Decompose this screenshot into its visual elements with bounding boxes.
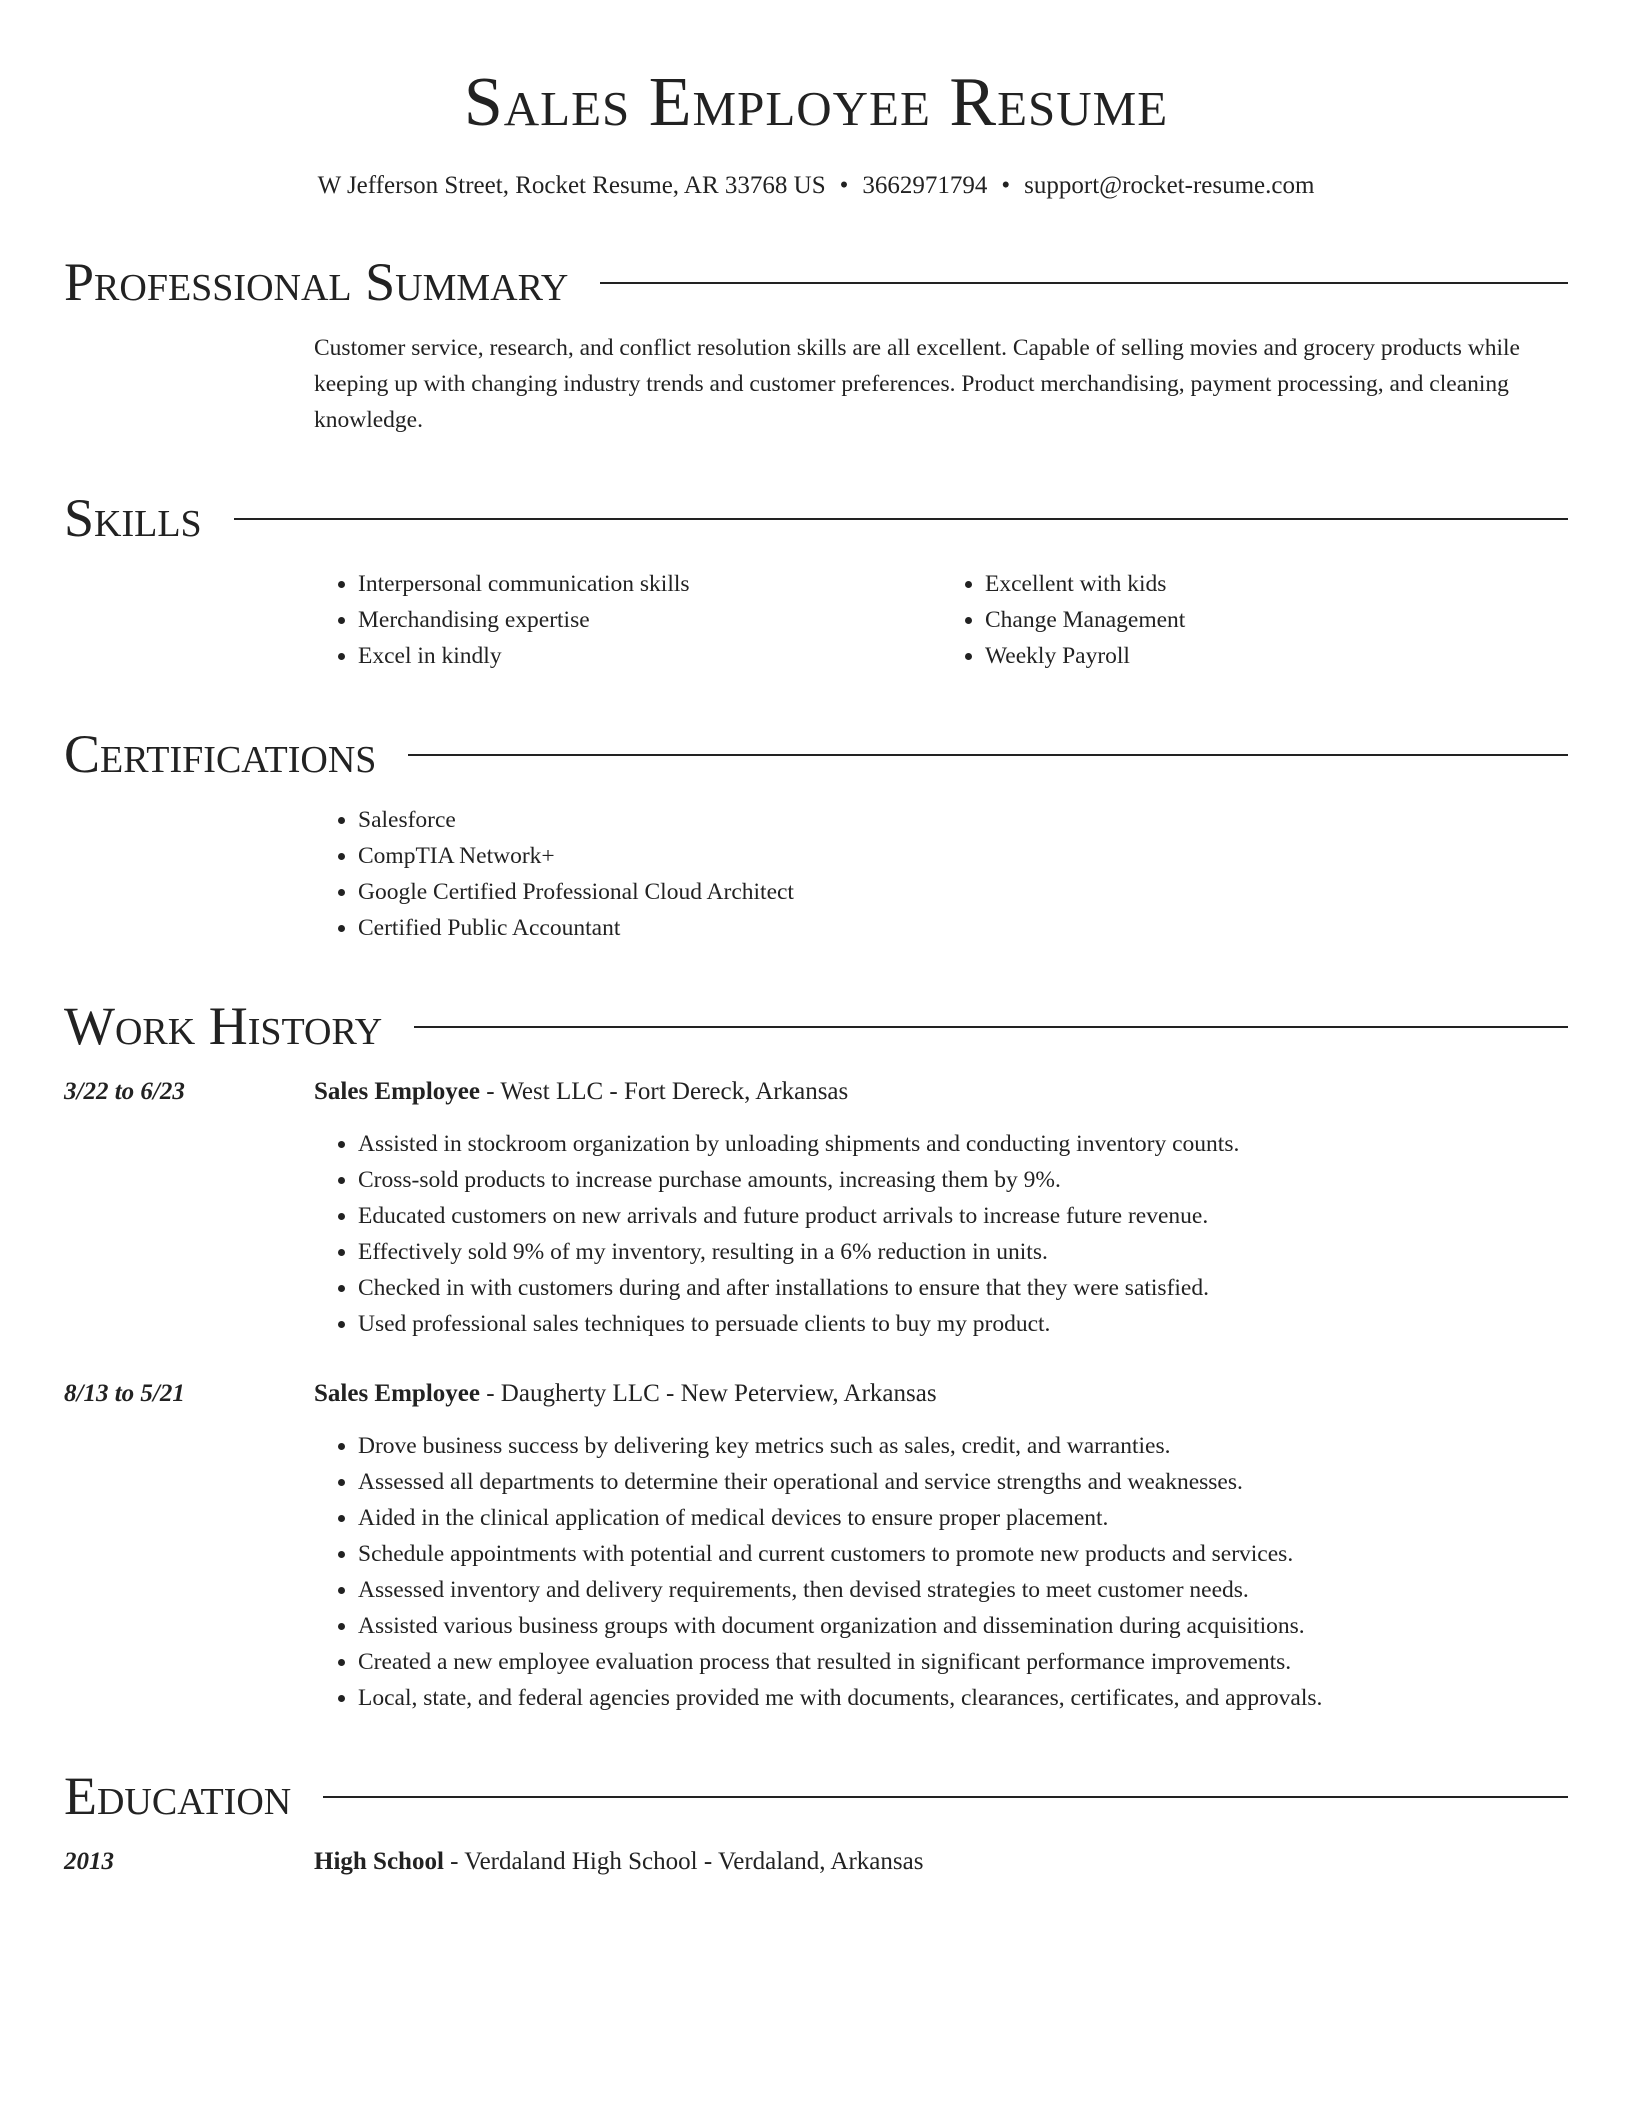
contact-address: W Jefferson Street, Rocket Resume, AR 33768 US [317,172,826,199]
certifications-list [314,802,1568,946]
list-item: • Assessed all departments to determine their operational and service strengths and weaknesses. [358,1464,1568,1500]
job-bullets [314,1428,1568,1716]
list-item: • Used professional sales techniques to persuade clients to buy my product. [358,1306,1568,1342]
summary-text: Customer service, research, and conflict resolution skills are all excellent. Capable of selling movies and grocery products while keeping up with changing industry trends and customer preferences. Product merchandising, payment processing, and cleaning knowledge. [314,335,1520,433]
skills-list [314,566,1568,674]
contact-email: support@rocket-resume.com [1024,172,1315,199]
job-details [314,1376,1568,1716]
list-item: • Merchandising expertise [358,602,941,638]
list-item: • Assessed inventory and delivery requirements, then devised strategies to meet customer needs. [358,1572,1568,1608]
list-item: • Assisted in stockroom organization by unloading shipments and conducting inventory counts. [358,1126,1568,1162]
job-dates: 8/13 to 5/21 [64,1380,185,1407]
list-item: • Excellent with kids [985,566,1568,602]
certifications-bullets [314,802,1568,946]
list-item: • CompTIA Network+ [358,838,1568,874]
summary-section-header [64,252,1568,312]
list-item: • Certified Public Accountant [358,910,1568,946]
section-divider [323,1796,1568,1798]
list-item: • Effectively sold 9% of my inventory, resulting in a 6% reduction in units. [358,1234,1568,1270]
section-divider [234,518,1568,520]
section-divider [414,1026,1568,1028]
section-divider [600,282,1568,284]
list-item: • Interpersonal communication skills [358,566,941,602]
summary-title: Professional Summary [64,252,569,312]
list-item: • Assisted various business groups with document organization and dissemination during acquisitions. [358,1608,1568,1644]
section-divider [408,754,1568,756]
education-school: - Verdaland High School - Verdaland, Arkansas [443,1848,924,1875]
list-item: • Educated customers on new arrivals and future product arrivals to increase future revenue. [358,1198,1568,1234]
contact-separator: • [839,172,849,199]
list-item: • Local, state, and federal agencies provided me with documents, clearances, certificates, and approvals. [358,1680,1568,1716]
list-item: • Drove business success by delivering key metrics such as sales, credit, and warranties. [358,1428,1568,1464]
job-bullets [314,1126,1568,1342]
education-year: 2013 [64,1848,114,1875]
education-section-header [64,1766,1568,1826]
resume-page [64,0,1568,1880]
list-item: • Google Certified Professional Cloud Architect [358,874,1568,910]
contact-line [64,170,1568,202]
job-employer: - West LLC - Fort Dereck, Arkansas [479,1078,849,1105]
work-section-header [64,996,1568,1056]
skills-section-header [64,488,1568,548]
list-item: • Change Management [985,602,1568,638]
certifications-section-header [64,724,1568,784]
work-title: Work History [64,996,383,1056]
job-dates: 3/22 to 6/23 [64,1078,185,1105]
job-title-line [314,1376,1568,1412]
contact-separator: • [1001,172,1011,199]
education-title: Education [64,1766,292,1826]
job-details [314,1074,1568,1342]
list-item: • Schedule appointments with potential and current customers to promote new products and services. [358,1536,1568,1572]
education-details [314,1844,1568,1880]
education-entry [64,1844,1568,1880]
education-title-line [314,1844,1568,1880]
job-employer: - Daugherty LLC - New Peterview, Arkansas [479,1380,937,1407]
list-item: • Created a new employee evaluation process that resulted in significant performance improvements. [358,1644,1568,1680]
list-item: • Excel in kindly [358,638,941,674]
list-item: • Salesforce [358,802,1568,838]
skills-column-left [314,566,941,674]
job-title-line [314,1074,1568,1110]
list-item: • Aided in the clinical application of medical devices to ensure proper placement. [358,1500,1568,1536]
list-item: • Checked in with customers during and after installations to ensure that they were satisfied. [358,1270,1568,1306]
job-role: Sales Employee [314,1380,480,1407]
job-role: Sales Employee [314,1078,480,1105]
resume-name: Sales Employee Resume [463,64,1169,141]
contact-phone: 3662971794 [862,172,988,199]
certifications-title: Certifications [64,724,377,784]
list-item: • Cross-sold products to increase purchase amounts, increasing them by 9%. [358,1162,1568,1198]
skills-title: Skills [64,488,202,548]
job-entry [64,1376,1568,1716]
skills-column-right [941,566,1568,674]
list-item: • Weekly Payroll [985,638,1568,674]
education-degree: High School [314,1848,444,1875]
job-entry [64,1074,1568,1342]
